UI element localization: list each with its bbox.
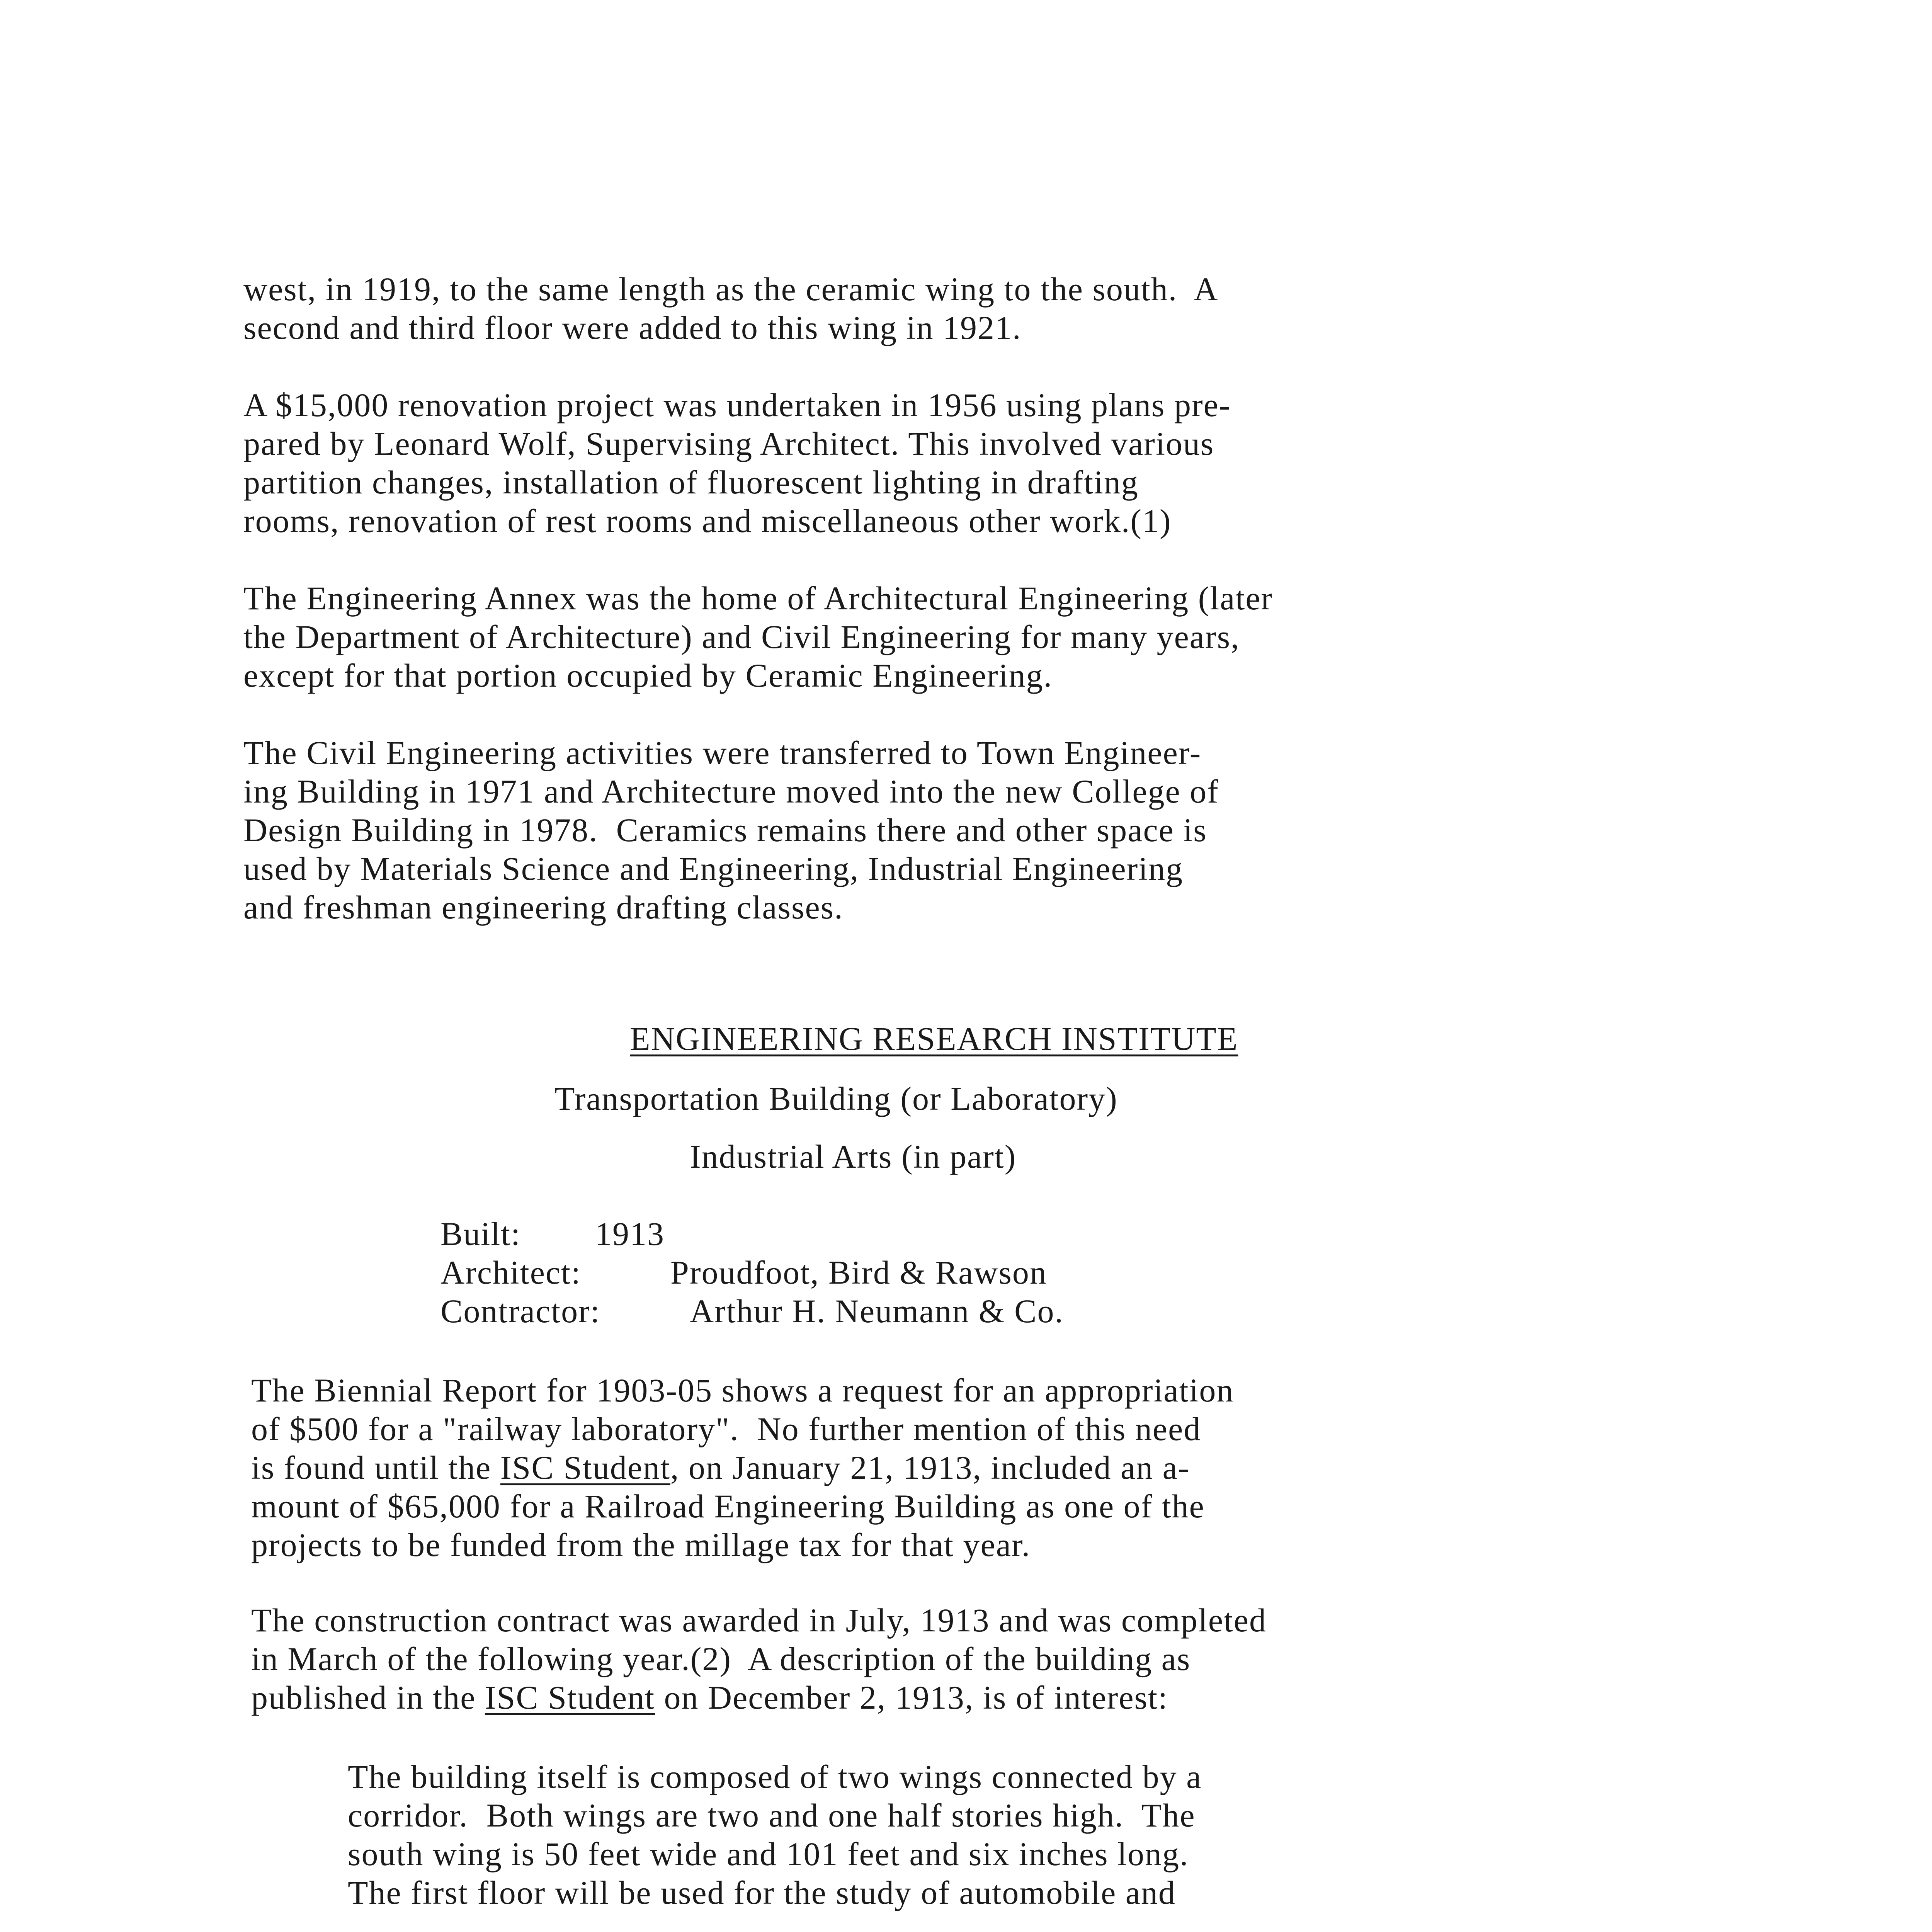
p4-line-2: ing Building in 1971 and Architecture moved into the new College of [243,773,1219,810]
p5-line-3-end: , on January 21, 1913, included an a- [670,1449,1190,1486]
p5-line-3 [251,1451,1190,1484]
architect-value: Proudfoot, Bird & Rawson [670,1254,1047,1291]
quote-line-4: The first floor will be used for the study of automobile and [348,1874,1176,1911]
quote-line-2: corridor. Both wings are two and one half stories high. The [348,1797,1196,1834]
p3-line-1: The Engineering Annex was the home of Architectural Engineering (later [243,580,1273,617]
section-subtitle-1: Transportation Building (or Laboratory) [554,1080,1118,1117]
p2-line-1: A $15,000 renovation project was undertaken in 1956 using plans pre- [243,386,1231,423]
p2-line-2: pared by Leonard Wolf, Supervising Architect. This involved various [243,425,1214,462]
p3-line-2: the Department of Architecture) and Civil Engineering for many years, [243,618,1240,655]
p6-line-2: in March of the following year.(2) A description of the building as [251,1640,1191,1677]
p5-line-1: The Biennial Report for 1903-05 shows a request for an appropriation [251,1372,1234,1409]
p5-line-5: projects to be funded from the millage tax for that year. [251,1526,1031,1563]
p5-line-4: mount of $65,000 for a Railroad Engineering Building as one of the [251,1488,1205,1525]
p2-line-4: rooms, renovation of rest rooms and miscellaneous other work.(1) [243,502,1172,539]
p5-line-3-start: is found until the [251,1449,500,1486]
p4-line-5: and freshman engineering drafting classes. [243,889,844,926]
quote-line-3: south wing is 50 feet wide and 101 feet and six inches long. [348,1835,1189,1872]
contractor-label: Contractor: [440,1293,600,1330]
p4-line-1: The Civil Engineering activities were transferred to Town Engineer- [243,734,1202,771]
contractor-value: Arthur H. Neumann & Co. [690,1293,1064,1330]
p3-line-3: except for that portion occupied by Ceramic Engineering. [243,657,1053,694]
architect-label: Architect: [440,1254,581,1291]
p5-line-2: of $500 for a "railway laboratory". No further mention of this need [251,1410,1201,1447]
p2-line-3: partition changes, installation of fluorescent lighting in drafting [243,464,1139,501]
p6-line-3-end: on December 2, 1913, is of interest: [655,1679,1168,1716]
p6-line-3 [251,1681,1168,1714]
isc-student-title: ISC Student [500,1449,670,1486]
quote-line-1: The building itself is composed of two wings connected by a [348,1758,1202,1795]
built-value: 1913 [595,1215,665,1252]
built-label: Built: [440,1215,521,1252]
p4-line-4: used by Materials Science and Engineering, Industrial Engineering [243,850,1184,887]
p1-line-1: west, in 1919, to the same length as the ceramic wing to the south. A [243,270,1219,308]
p1-line-2: second and third floor were added to this wing in 1921. [243,309,1022,346]
p6-line-3-start: published in the [251,1679,485,1716]
p6-line-1: The construction contract was awarded in July, 1913 and was completed [251,1602,1267,1639]
isc-student-title: ISC Student [485,1679,655,1716]
section-subtitle-2: Industrial Arts (in part) [690,1138,1017,1175]
p4-line-3: Design Building in 1978. Ceramics remains there and other space is [243,811,1207,849]
section-heading: ENGINEERING RESEARCH INSTITUTE [630,1020,1238,1057]
